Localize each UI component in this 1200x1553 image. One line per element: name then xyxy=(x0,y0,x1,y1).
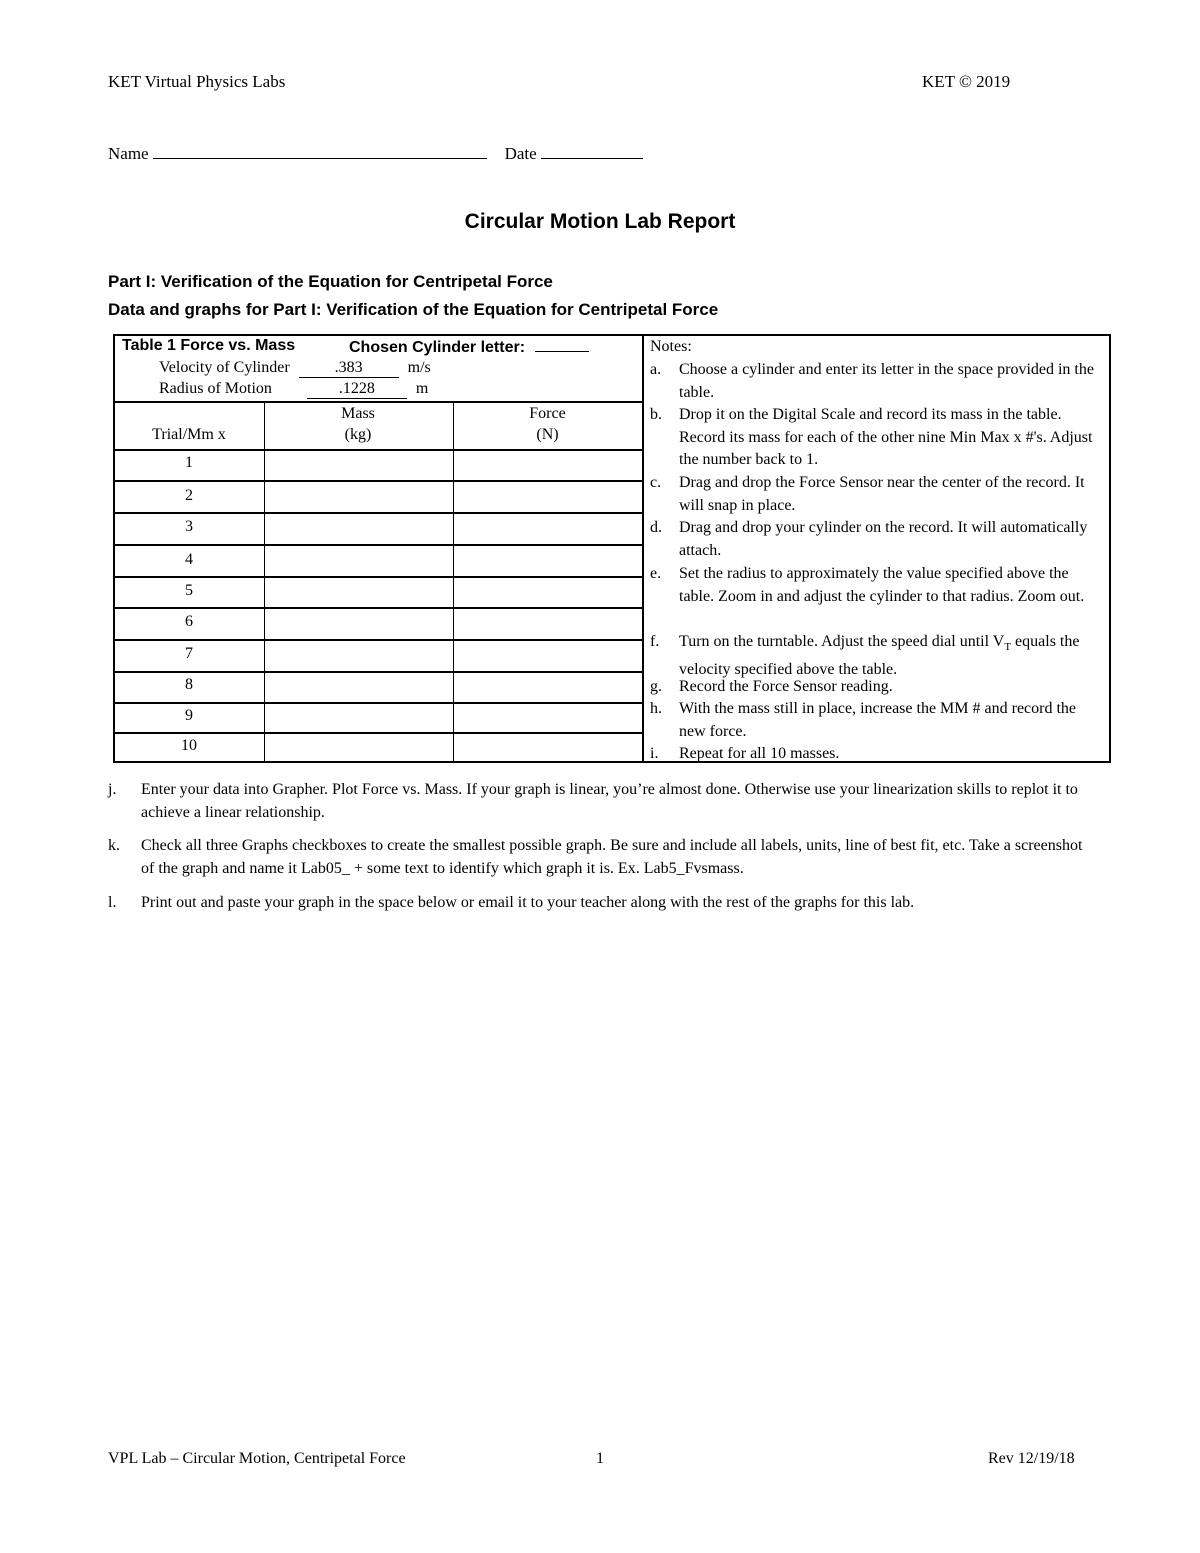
step-text: Print out and paste your graph in the space below or email it to your teacher along with the rest of the graphs for this lab. xyxy=(141,894,915,911)
row-line xyxy=(115,639,643,641)
note-text: With the mass still in place, increase the MM # and record the new force. xyxy=(679,700,1077,740)
note-letter: e. xyxy=(650,565,662,582)
note-item xyxy=(650,359,1105,404)
note-subscript: T xyxy=(1004,641,1012,654)
note-item xyxy=(650,563,1105,608)
step-item xyxy=(108,778,1098,824)
notes-title: Notes: xyxy=(650,338,692,355)
trial-number: 2 xyxy=(185,487,193,504)
name-field[interactable] xyxy=(153,143,487,159)
velocity-value: .383 xyxy=(299,359,399,378)
note-item xyxy=(650,676,1105,699)
page-number: 1 xyxy=(596,1450,604,1467)
name-label: Name xyxy=(108,144,149,163)
note-text: Drag and drop the Force Sensor near the center of the record. It will snap in place. xyxy=(679,474,1085,514)
note-text-part: Turn on the turntable. Adjust the speed dial until V xyxy=(679,633,1005,650)
trial-number: 9 xyxy=(185,707,193,724)
radius-unit: m xyxy=(415,380,429,397)
header-left: KET Virtual Physics Labs xyxy=(108,72,286,91)
trial-number: 5 xyxy=(185,582,193,599)
note-text xyxy=(679,631,1105,681)
row-line xyxy=(115,576,643,578)
trial-number: 6 xyxy=(185,613,193,630)
chosen-cylinder-row xyxy=(349,337,589,357)
trial-number: 4 xyxy=(185,551,193,568)
name-date-row xyxy=(108,143,643,164)
footer-left: VPL Lab – Circular Motion, Centripetal Force xyxy=(108,1450,406,1467)
radius-row xyxy=(159,380,428,399)
table-header-separator xyxy=(115,401,643,403)
note-item xyxy=(650,517,1105,562)
col-force-header: Force xyxy=(529,405,566,422)
velocity-label: Velocity of Cylinder xyxy=(159,359,290,376)
date-label: Date xyxy=(504,144,537,163)
date-field[interactable] xyxy=(541,143,643,159)
note-letter: i. xyxy=(650,745,659,762)
header-right: KET © 2019 xyxy=(922,72,1011,91)
col-trial-header: Trial/Mm x xyxy=(152,426,226,443)
row-line xyxy=(115,480,643,482)
note-letter: a. xyxy=(650,361,662,378)
step-item xyxy=(108,834,1098,880)
part1-heading: Part I: Verification of the Equation for Centripetal Force xyxy=(108,272,553,291)
row-line xyxy=(115,512,643,514)
velocity-unit: m/s xyxy=(407,359,431,376)
note-letter: c. xyxy=(650,474,662,491)
note-item xyxy=(650,472,1105,517)
step-letter: l. xyxy=(108,894,117,911)
note-text: Record the Force Sensor reading. xyxy=(679,678,893,695)
col-mass-header: Mass xyxy=(341,405,375,422)
trial-number: 7 xyxy=(185,645,193,662)
note-text: Choose a cylinder and enter its letter in the space provided in the table. xyxy=(679,361,1094,401)
row-line xyxy=(115,607,643,609)
footer-right: Rev 12/19/18 xyxy=(988,1450,1075,1467)
trial-number: 3 xyxy=(185,518,193,535)
trial-number: 10 xyxy=(181,737,197,754)
chosen-cylinder-label: Chosen Cylinder letter: xyxy=(349,339,526,356)
trial-number: 1 xyxy=(185,454,193,471)
row-line xyxy=(115,702,643,704)
column-divider-1 xyxy=(264,401,265,763)
note-letter: h. xyxy=(650,700,662,717)
step-letter: j. xyxy=(108,781,117,798)
note-letter: d. xyxy=(650,519,662,536)
trial-number: 8 xyxy=(185,676,193,693)
note-letter: g. xyxy=(650,678,662,695)
column-divider-2 xyxy=(453,401,454,763)
table-title: Table 1 Force vs. Mass xyxy=(122,337,296,354)
row-line xyxy=(115,449,643,451)
note-item xyxy=(650,631,1105,681)
note-text: Drag and drop your cylinder on the record. It will automatically attach. xyxy=(679,519,1088,559)
note-item xyxy=(650,698,1105,743)
note-letter: f. xyxy=(650,633,660,650)
row-line xyxy=(115,671,643,673)
step-text: Enter your data into Grapher. Plot Force vs. Mass. If your graph is linear, you’re almost done. Otherwise use your linearization skills to replot it to achieve a linear relationship. xyxy=(141,781,1078,821)
row-line xyxy=(115,732,643,734)
step-item xyxy=(108,891,1098,914)
page-title: Circular Motion Lab Report xyxy=(464,210,736,233)
chosen-cylinder-field[interactable] xyxy=(535,337,589,352)
radius-label: Radius of Motion xyxy=(159,380,272,397)
col-mass-unit: (kg) xyxy=(344,426,372,443)
note-item xyxy=(650,404,1105,472)
step-text: Check all three Graphs checkboxes to create the smallest possible graph. Be sure and include all labels, units, line of best fit, etc. Take a screenshot of the graph and name it Lab05_ + some text to identify which graph it is. Ex. Lab5_Fvsmass. xyxy=(141,837,1083,877)
row-line xyxy=(115,544,643,546)
note-text: Set the radius to approximately the value specified above the table. Zoom in and adjust the cylinder to that radius. Zoom out. xyxy=(679,565,1085,605)
note-text-part: equals the velocity specified above the table. xyxy=(679,633,1080,678)
note-letter: b. xyxy=(650,406,662,423)
note-text: Repeat for all 10 masses. xyxy=(679,745,840,762)
part1-subheading: Data and graphs for Part I: Verification of the Equation for Centripetal Force xyxy=(108,300,719,319)
note-item xyxy=(650,743,1105,766)
step-letter: k. xyxy=(108,837,120,854)
velocity-row xyxy=(159,359,431,378)
col-force-unit: (N) xyxy=(536,426,559,443)
note-text: Drop it on the Digital Scale and record its mass in the table. Record its mass for each of the other nine Min Max x #'s. Adjust the number back to 1. xyxy=(679,406,1093,468)
radius-value: .1228 xyxy=(307,380,407,399)
